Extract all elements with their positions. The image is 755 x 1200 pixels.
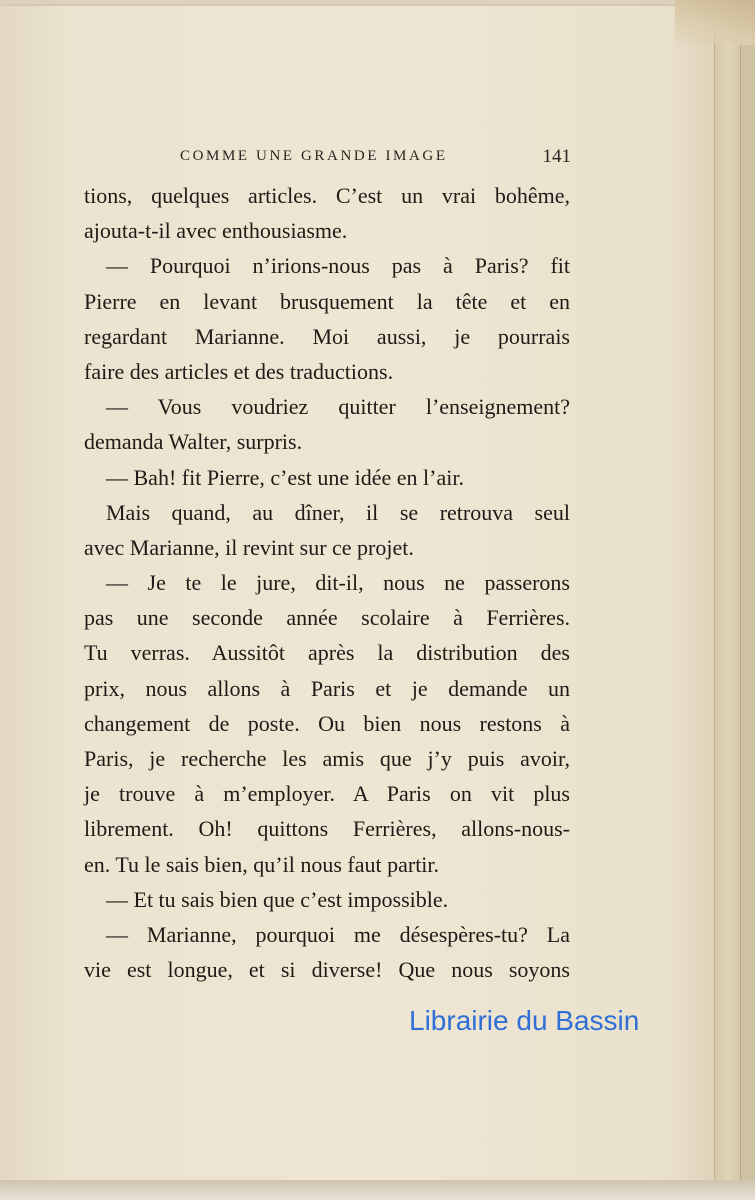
text-line: changement de poste. Ou bien nous restons à — [84, 710, 570, 736]
text-line: regardant Marianne. Moi aussi, je pourrais — [84, 323, 570, 349]
text-line: avec Marianne, il revint sur ce projet. — [84, 534, 414, 560]
watermark: Librairie du Bassin — [409, 1005, 640, 1036]
text-line: — Pourquoi n’irions-nous pas à Paris? fit — [106, 253, 570, 279]
text-line: Tu verras. Aussitôt après la distribution des — [84, 640, 570, 666]
worn-corner — [675, 0, 755, 45]
text-line: Mais quand, au dîner, il se retrouva seul — [106, 499, 570, 525]
page-header — [180, 146, 575, 172]
text-line: — Vous voudriez quitter l’enseignement? — [106, 394, 570, 420]
text-line: Paris, je recherche les amis que j’y puis avoir, — [84, 746, 570, 771]
text-line: je trouve à m’employer. A Paris on vit plus — [84, 781, 570, 807]
text-line: — Je te le jure, dit-il, nous ne passerons — [106, 570, 570, 596]
text-line: — Et tu sais bien que c’est impossible. — [106, 886, 449, 912]
text-line: en. Tu le sais bien, qu’il nous faut partir. — [84, 851, 440, 877]
body-text — [84, 178, 570, 987]
text-line: ajouta-t-il avec enthousiasme. — [84, 218, 348, 244]
text-line: demanda Walter, surpris. — [84, 429, 303, 455]
text-line: — Marianne, pourquoi me désespères-tu? La — [106, 921, 570, 947]
text-line: faire des articles et des traductions. — [84, 358, 394, 384]
text-line: prix, nous allons à Paris et je demande un — [84, 675, 570, 701]
text-line: Pierre en levant brusquement la tête et en — [84, 288, 570, 314]
page-number: 141 — [542, 146, 571, 167]
text-line: — Bah! fit Pierre, c’est une idée en l’air. — [106, 464, 464, 490]
bottom-shadow — [0, 1180, 755, 1200]
text-line: tions, quelques articles. C’est un vrai bohême, — [84, 183, 570, 208]
text-line: librement. Oh! quittons Ferrières, allons-nous- — [84, 816, 570, 842]
running-head: COMME UNE GRANDE IMAGE — [180, 148, 448, 164]
text-line: pas une seconde année scolaire à Ferrières. — [84, 605, 570, 631]
text-line: vie est longue, et si diverse! Que nous soyons — [84, 957, 570, 983]
page-edge-back — [740, 40, 755, 1190]
